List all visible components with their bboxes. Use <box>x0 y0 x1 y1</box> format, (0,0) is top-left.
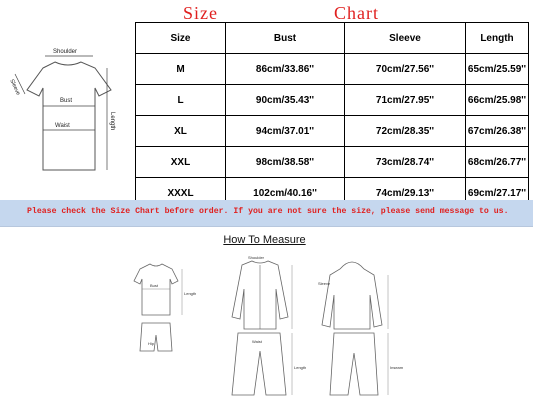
cell-bust: 90cm/35.43'' <box>226 85 345 116</box>
cell-length: 65cm/25.59'' <box>466 54 529 85</box>
cell-size: XL <box>136 116 226 147</box>
header-sleeve: Sleeve <box>345 23 466 54</box>
cell-sleeve: 74cm/29.13'' <box>345 178 466 209</box>
size-table <box>135 22 529 209</box>
cell-size: L <box>136 85 226 116</box>
length-label: Length <box>109 112 115 131</box>
notice-text: Please check the Size Chart before order. If you are not sure the size, please send message to us. <box>27 207 509 216</box>
cell-sleeve: 71cm/27.95'' <box>345 85 466 116</box>
table-row <box>136 116 529 147</box>
table-row <box>136 147 529 178</box>
cell-size: M <box>136 54 226 85</box>
measure-sleeve-label: Sleeve <box>318 281 331 286</box>
cell-sleeve: 72cm/28.35'' <box>345 116 466 147</box>
tshirt-measure-diagram <box>3 30 133 200</box>
header-bust: Bust <box>226 23 345 54</box>
sleeve-label: Sleeve <box>8 78 21 97</box>
title-word-chart: Chart <box>334 3 379 23</box>
cell-length: 69cm/27.17'' <box>466 178 529 209</box>
measure-length-label: Length <box>184 291 197 296</box>
header-size: Size <box>136 23 226 54</box>
cell-sleeve: 70cm/27.56'' <box>345 54 466 85</box>
measure-shoulder-label: Shoulder <box>248 255 265 260</box>
title-word-size: Size <box>183 3 218 23</box>
cell-bust: 102cm/40.16'' <box>226 178 345 209</box>
table-row <box>136 85 529 116</box>
measure-waist-label: Waist <box>252 339 262 344</box>
how-to-measure-panel <box>112 229 417 405</box>
table-row <box>136 54 529 85</box>
bust-label: Bust <box>60 98 73 104</box>
cell-sleeve: 73cm/28.74'' <box>345 147 466 178</box>
cell-bust: 86cm/33.86'' <box>226 54 345 85</box>
cell-length: 68cm/26.77'' <box>466 147 529 178</box>
measure-hip-label: Hip <box>148 341 155 346</box>
cell-length: 67cm/26.38'' <box>466 116 529 147</box>
table-header-row <box>136 23 529 54</box>
how-to-measure-title: How To Measure <box>223 234 306 246</box>
measure-inseam-label: Inseam <box>390 365 404 370</box>
header-length: Length <box>466 23 529 54</box>
measure-diagrams <box>112 229 417 405</box>
cell-bust: 94cm/37.01'' <box>226 116 345 147</box>
cell-bust: 98cm/38.58'' <box>226 147 345 178</box>
size-notice-banner <box>0 200 533 227</box>
cell-size: XXL <box>136 147 226 178</box>
cell-length: 66cm/25.98'' <box>466 85 529 116</box>
waist-label: Waist <box>55 123 70 129</box>
cell-size: XXXL <box>136 178 226 209</box>
shoulder-label: Shoulder <box>53 49 78 55</box>
measure-bust-label: Bust <box>150 283 159 288</box>
measure-length2-label: Length <box>294 365 307 370</box>
